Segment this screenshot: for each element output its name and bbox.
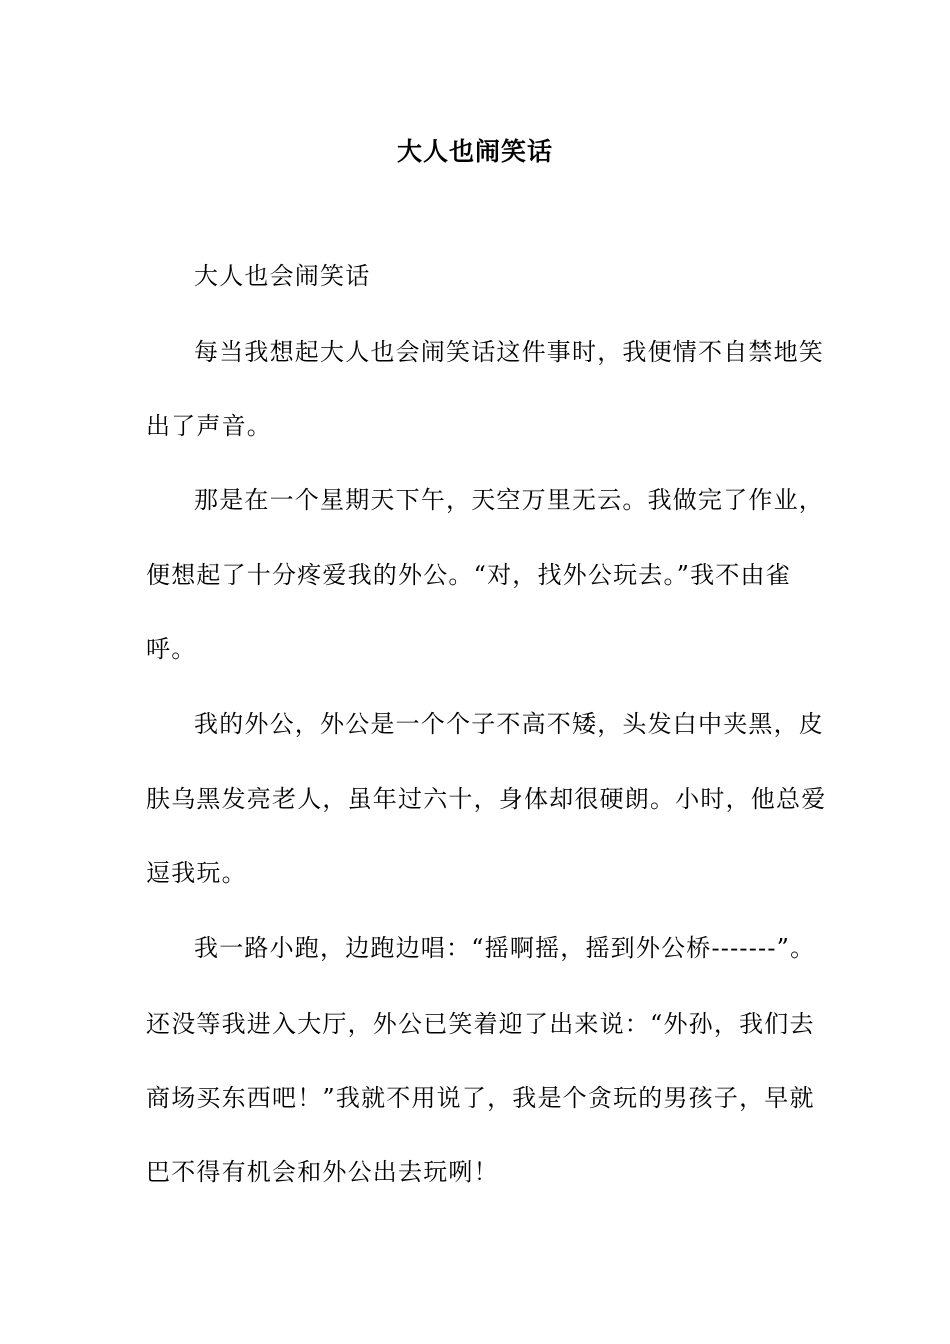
paragraph-line: 逗我玩。 [146, 859, 247, 887]
paragraph-line: 便想起了十分疼爱我的外公。“对，找外公玩去。”我不由雀 [146, 561, 791, 589]
paragraph-line: 巴不得有机会和外公出去玩咧！ [146, 1158, 499, 1186]
paragraph-line: 大人也会闹笑话 [194, 262, 371, 290]
paragraph-line: 我的外公，外公是一个个子不高不矮，头发白中夹黑，皮 [194, 710, 824, 738]
paragraph-line: 商场买东西吧！”我就不用说了，我是个贪玩的男孩子，早就 [146, 1084, 815, 1112]
paragraph-line: 出了声音。 [146, 412, 272, 440]
paragraph-line: 呼。 [146, 635, 197, 663]
paragraph-line: 每当我想起大人也会闹笑话这件事时，我便情不自禁地笑 [194, 338, 824, 366]
paragraph-line: 我一路小跑，边跑边唱：“摇啊摇，摇到外公桥-------”。 [194, 934, 816, 962]
paragraph-line: 还没等我进入大厅，外公已笑着迎了出来说：“外孙，我们去 [146, 1010, 815, 1038]
paragraph-line: 肤乌黑发亮老人，虽年过六十，身体却很硬朗。小时，他总爱 [146, 785, 827, 813]
paragraph-line: 那是在一个星期天下午，天空万里无云。我做完了作业， [194, 486, 824, 514]
document-title: 大人也闹笑话 [396, 137, 553, 166]
